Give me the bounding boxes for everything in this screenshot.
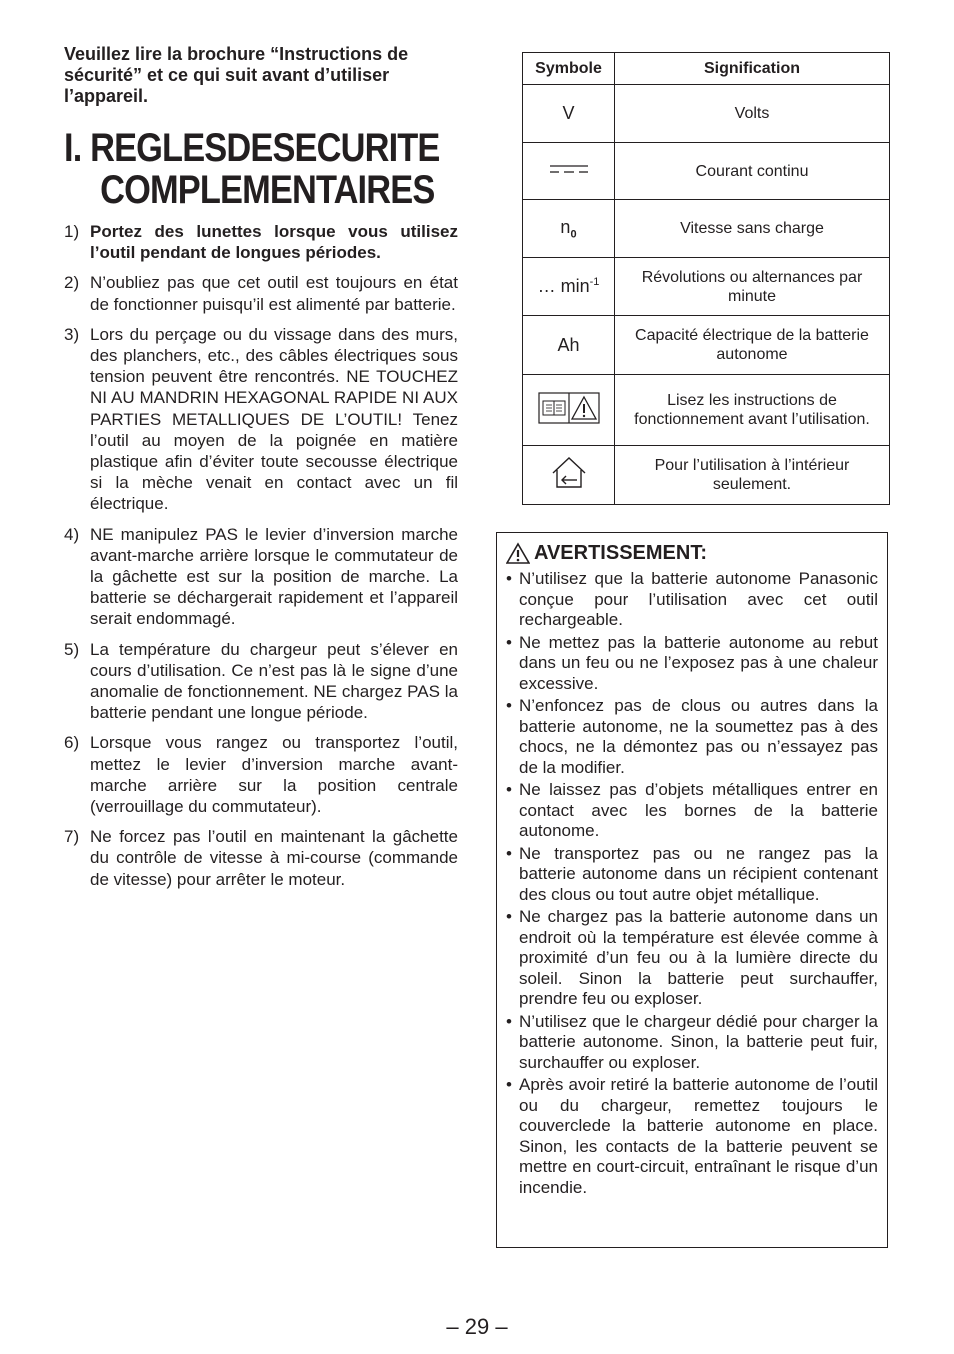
warning-item: • Ne mettez pas la batterie autonome au rebut dans un feu ou ne l’exposez pas à une chaleur excessive. — [506, 633, 878, 695]
section-title-line-2: COMPLEMENTAIRES — [100, 168, 435, 212]
rule-text: Portez des lunettes lorsque vous utilisez l’outil pendant de longues périodes. — [90, 222, 458, 263]
meaning-cell: Volts — [615, 85, 890, 143]
rule-text: N’oubliez pas que cet outil est toujours en état de fonctionner puisqu’il est alimenté par batterie. — [90, 273, 458, 314]
table-row — [523, 316, 890, 375]
page-number: – 29 – — [446, 1314, 508, 1339]
warning-item: • N’utilisez que la batterie autonome Panasonic conçue pour l’utilisation avec cet outil rechargeable. — [506, 569, 878, 631]
symbol-text: … min — [537, 276, 590, 296]
rule-number: 1) — [64, 222, 80, 241]
rule-number: 6) — [64, 733, 80, 753]
rule-item — [64, 221, 458, 263]
rule-text: NE manipulez PAS le levier d’inversion marche avant-marche arrière lorsque le commutateur de la gâchette est sur la position de marche. La batterie se déchargerait rapidement et l’appareil serait endommagé. — [90, 524, 458, 629]
indoor-use-icon — [549, 455, 589, 491]
rule-number: 5) — [64, 639, 80, 659]
rule-text: La température du chargeur peut s’élever en cours d’utilisation. Ce n’est pas là le signe d’une anomalie de fonctionnement. NE chargez PAS la batterie pendant une longue période. — [90, 639, 458, 723]
table-row — [523, 446, 890, 505]
warning-item: • Ne transportez pas ou ne rangez pas la batterie autonome dans un récipient contenant des clous ou tout autre objet métallique. — [506, 844, 878, 906]
symbol-text: n — [560, 216, 571, 237]
left-column — [64, 44, 458, 899]
rule-item — [64, 826, 458, 890]
symbol-subscript: 0 — [570, 228, 577, 241]
warning-box — [496, 532, 888, 1248]
meaning-cell: Lisez les instructions de fonctionnement avant l’utilisation. — [615, 375, 890, 446]
symbol-cell — [523, 446, 615, 505]
rule-number: 3) — [64, 324, 80, 344]
table-header-row — [523, 53, 890, 85]
symbol-cell — [523, 316, 615, 375]
symbol-cell — [523, 143, 615, 200]
header-symbol: Symbole — [523, 53, 615, 85]
table-row — [523, 200, 890, 258]
rule-item — [64, 324, 458, 515]
warning-item: • Après avoir retiré la batterie autonome de l’outil ou du chargeur, remettez toujours le couverclede la batterie autonome en place. Sinon, les contacts de la batterie peuvent se mettre en court-circuit, entraînant le risque d’un incendie. — [506, 1075, 878, 1198]
symbols-table — [522, 52, 890, 505]
rule-number: 2) — [64, 273, 80, 293]
rule-text: Lorsque vous rangez ou transportez l’outil, mettez le levier d’inversion marche avant-marche arrière sur la position centrale (verrouillage du commutateur). — [90, 733, 458, 817]
rule-text: Ne forcez pas l’outil en maintenant la gâchette du contrôle de vitesse à mi-course (commande de vitesse) pour arrêter le moteur. — [90, 827, 458, 889]
intro-text: Veuillez lire la brochure “Instructions de sécurité” et ce qui suit avant d’utiliser l’appareil. — [64, 44, 409, 106]
safety-rules-list — [64, 221, 458, 890]
rule-number: 4) — [64, 524, 80, 544]
warning-item: • N’enfoncez pas de clous ou autres dans la batterie autonome, ne la soumettez pas à des chocs, ne la démontez pas ou n’essayez pas de la modifier. — [506, 696, 878, 778]
section-title-line-1: I. REGLESDESECURITE — [64, 126, 440, 170]
meaning-cell: Révolutions ou alternances par minute — [615, 258, 890, 316]
warning-title — [506, 541, 878, 565]
meaning-cell: Vitesse sans charge — [615, 200, 890, 258]
rule-item — [64, 732, 458, 817]
warning-title-text: AVERTISSEMENT: — [534, 542, 707, 564]
symbol-text: V — [562, 103, 575, 123]
meaning-cell: Pour l’utilisation à l’intérieur seulement. — [615, 446, 890, 505]
table-row — [523, 85, 890, 143]
rule-item — [64, 639, 458, 724]
symbol-text: Ah — [557, 334, 580, 355]
symbol-cell — [523, 200, 615, 258]
direct-current-icon — [549, 161, 589, 177]
warning-item: • Ne laissez pas d’objets métalliques entrer en contact avec les bornes de la batterie autonome. — [506, 780, 878, 842]
symbol-cell — [523, 375, 615, 446]
rule-text: Lors du perçage ou du vissage dans des murs, des planchers, etc., des câbles électriques sous tension peuvent être rencontrés. NE TOUCHEZ NI AU MANDRIN HEXAGONAL RAPIDE NI AUX PARTIES METALLIQUES DE L’OUTIL! Tenez l’outil au moyen de la poignée en matière plastique afin d’éviter toute secousse électrique si la mèche venait en contact avec un fil électrique. — [90, 324, 458, 514]
rule-item — [64, 272, 458, 314]
header-meaning: Signification — [615, 53, 890, 85]
symbol-cell — [523, 85, 615, 143]
symbol-cell — [523, 258, 615, 316]
table-row — [523, 375, 890, 446]
rule-number: 7) — [64, 827, 80, 847]
symbol-superscript: -1 — [589, 276, 600, 288]
table-row — [523, 143, 890, 200]
warning-item: • N’utilisez que le chargeur dédié pour charger la batterie autonome. Sinon, la batterie peut fuir, surchauffer ou exploser. — [506, 1012, 878, 1074]
rule-item — [64, 524, 458, 630]
read-manual-warning-icon — [538, 392, 600, 424]
warning-list — [506, 569, 878, 1198]
warning-item: • Ne chargez pas la batterie autonome dans un endroit où la température est élevée comme à proximité d’un feu ou à la lumière directe du soleil. Sinon la batterie peut surchauffer, prendre feu ou exploser. — [506, 907, 878, 1010]
meaning-cell: Courant continu — [615, 143, 890, 200]
warning-triangle-icon — [506, 542, 530, 564]
section-title — [64, 127, 460, 211]
table-row — [523, 258, 890, 316]
meaning-cell: Capacité électrique de la batterie autonome — [615, 316, 890, 375]
